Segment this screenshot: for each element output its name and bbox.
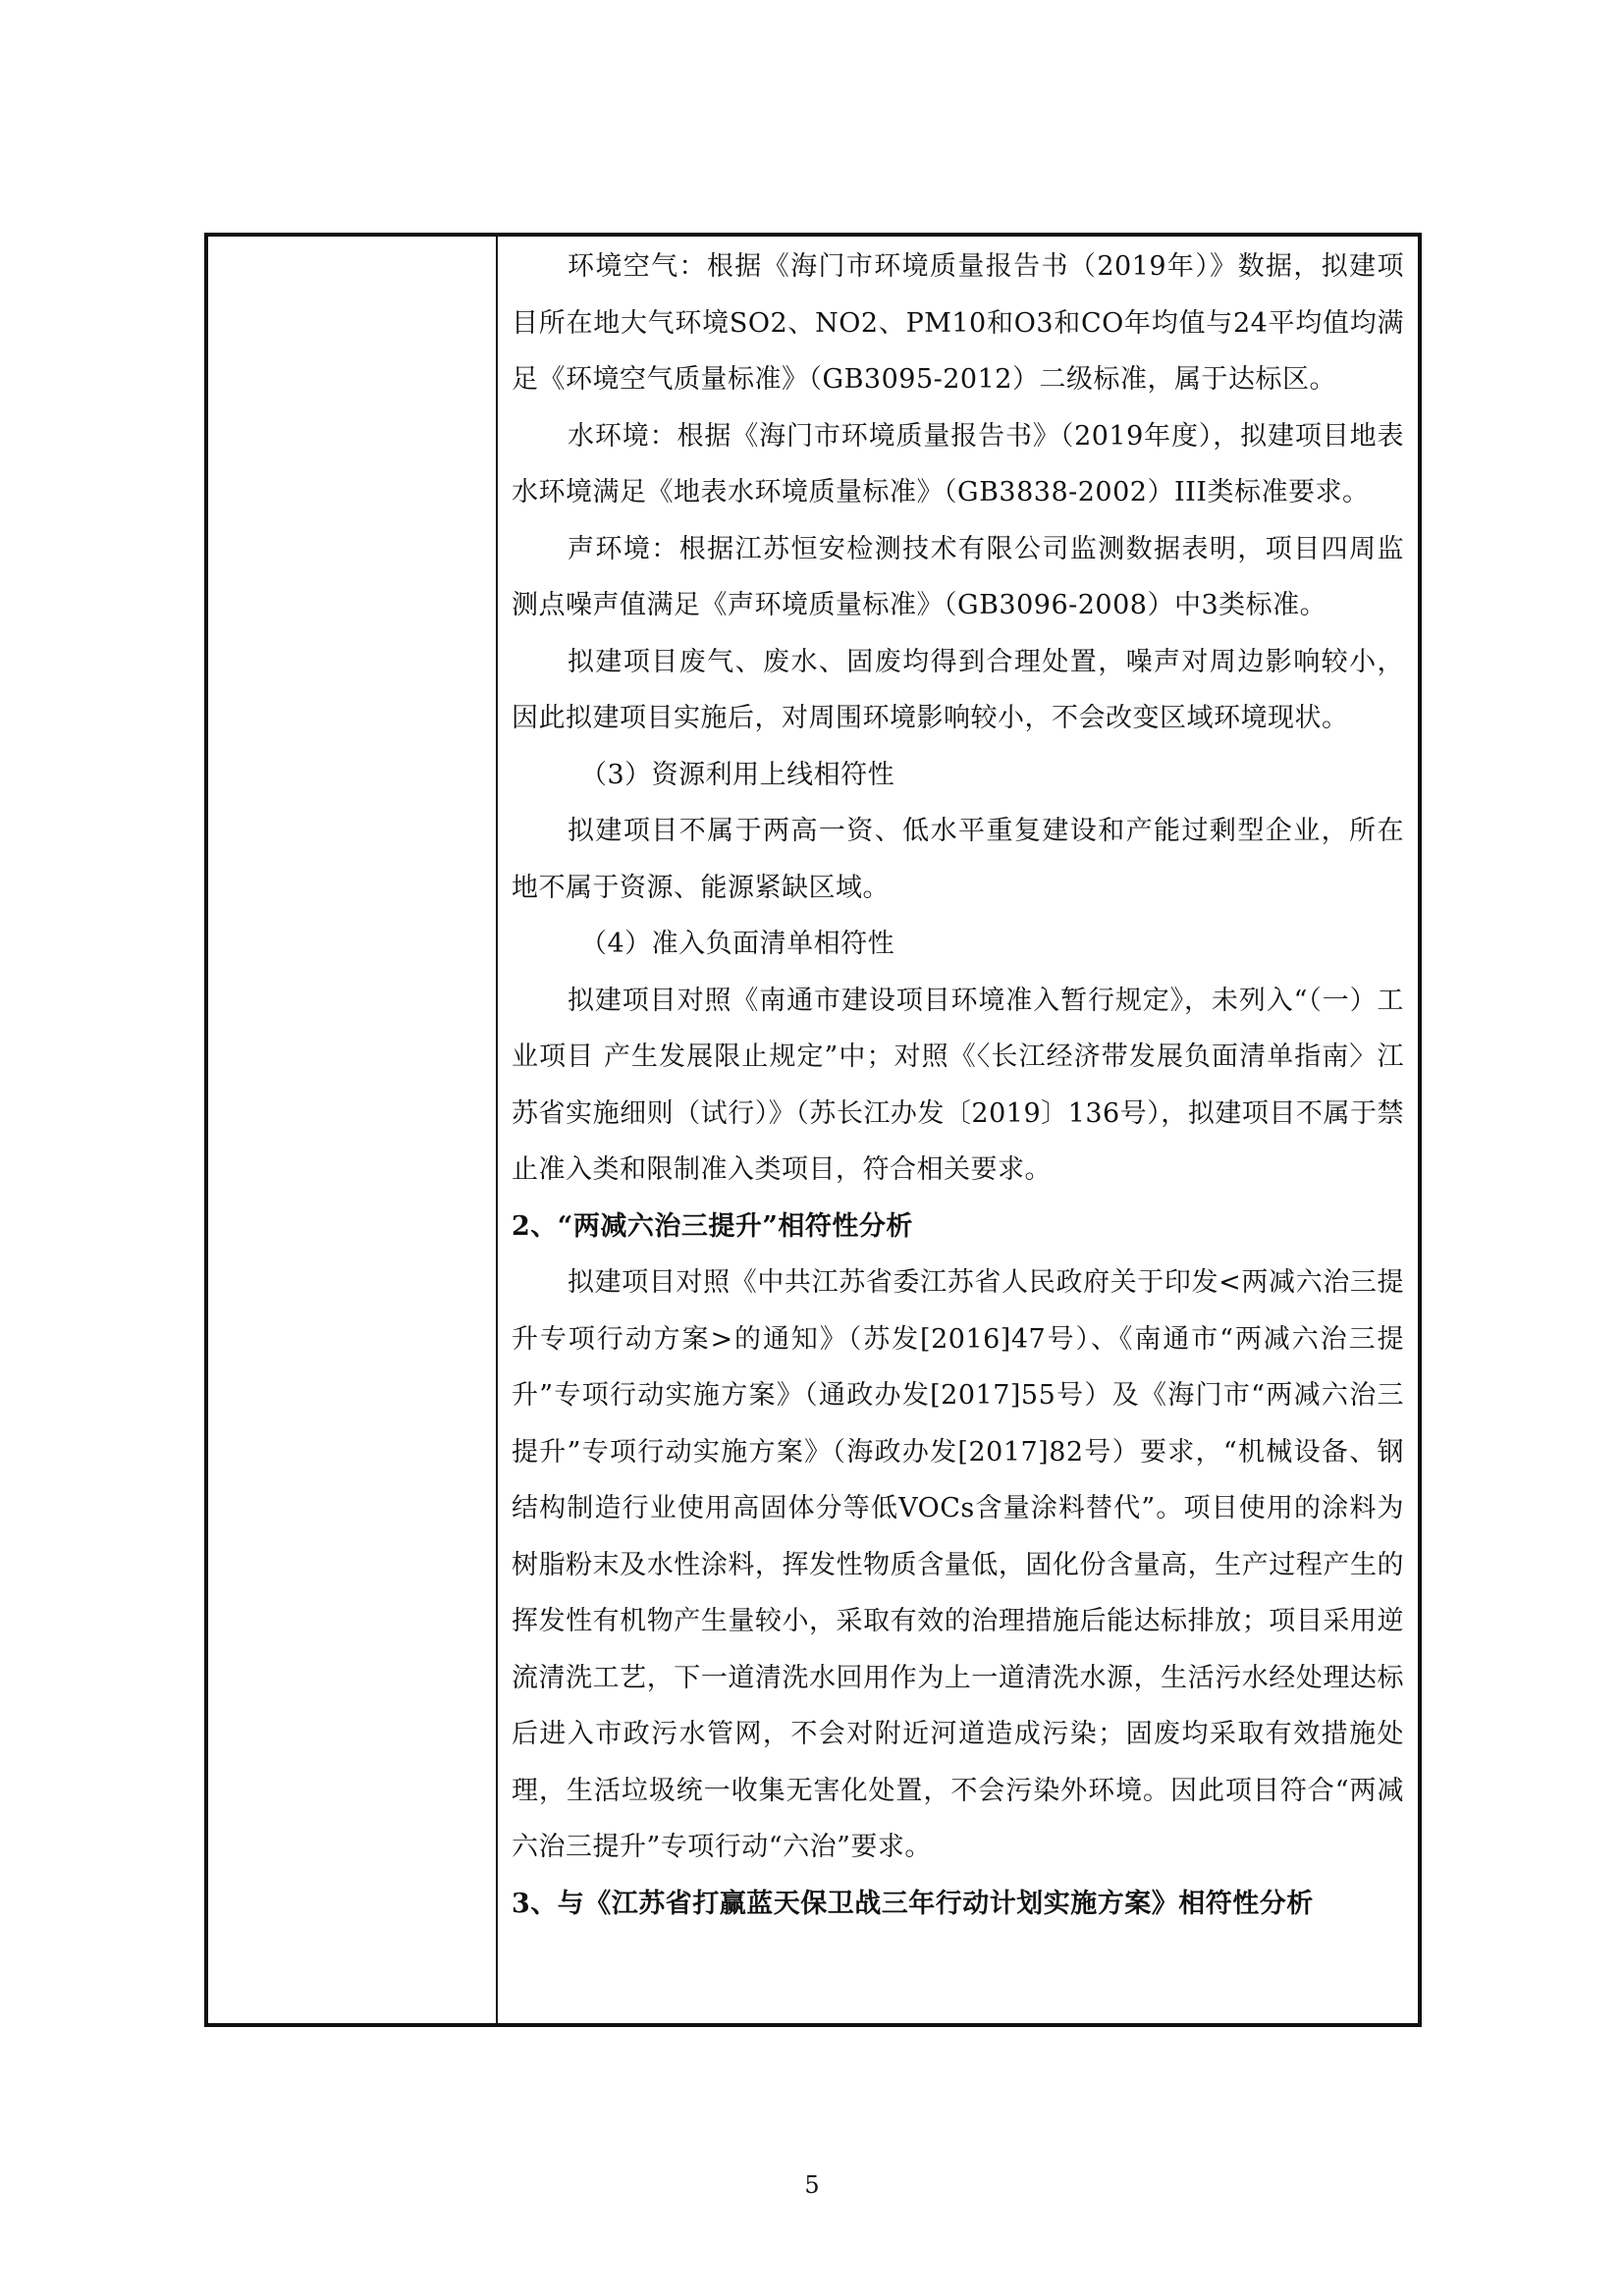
section-heading-blue-sky: 3、与《江苏省打赢蓝天保卫战三年行动计划实施方案》相符性分析 — [512, 1888, 1314, 1919]
content-table — [204, 233, 1422, 2027]
subheading-resource-utilization: （3）资源利用上线相符性 — [580, 759, 895, 790]
paragraph-resource-utilization: 拟建项目不属于两高一资、低水平重复建设和产能过剩型企业，所在地不属于资源、能源紧缺区域。 — [512, 816, 1404, 903]
paragraph-two-reductions: 拟建项目对照《中共江苏省委江苏省人民政府关于印发<两减六治三提升专项行动方案>的通知》（苏发[2016]47号）、《南通市“两减六治三提升”专项行动实施方案》（通政办发[2017]55号）及《海门市“两减六治三提升”专项行动实施方案》（海政办发[2017]82号）要求，“机械设备、钢结构制造行业使用高固体分等低VOCs含量涂料替代”。项目使用的涂料为树脂粉末及水性涂料，挥发性物质含量低，固化份含量高，生产过程产生的挥发性有机物产生量较小，采取有效的治理措施后能达标排放；项目采用逆流清洗工艺，下一道清洗水回用作为上一道清洗水源，生活污水经处理达标后进入市政污水管网，不会对附近河道造成污染；固废均采取有效措施处理，生活垃圾统一收集无害化处置，不会污染外环境。因此项目符合“两减六治三提升”专项行动“六治”要求。 — [512, 1267, 1404, 1862]
paragraph-ambient-air: 环境空气：根据《海门市环境质量报告书（2019年）》数据，拟建项目所在地大气环境SO2、NO2、PM10和O3和CO年均值与24平均值均满足《环境空气质量标准》（GB3095-2012）二级标准，属于达标区。 — [512, 251, 1404, 395]
subheading-negative-list: （4）准入负面清单相符性 — [580, 929, 895, 959]
section-heading-two-reductions: 2、“两减六治三提升”相符性分析 — [512, 1210, 913, 1242]
paragraph-acoustic-environment: 声环境：根据江苏恒安检测技术有限公司监测数据表明，项目四周监测点噪声值满足《声环境质量标准》（GB3096-2008）中3类标准。 — [512, 533, 1404, 620]
paragraph-environmental-impact: 拟建项目废气、废水、固废均得到合理处置，噪声对周边影响较小，因此拟建项目实施后，对周围环境影响较小，不会改变区域环境现状。 — [512, 646, 1404, 733]
table-left-column — [208, 237, 498, 2023]
paragraph-water-environment: 水环境：根据《海门市环境质量报告书》（2019年度），拟建项目地表水环境满足《地表水环境质量标准》（GB3838-2002）III类标准要求。 — [512, 420, 1404, 507]
paragraph-negative-list: 拟建项目对照《南通市建设项目环境准入暂行规定》，未列入“（一）工业项目 产生发展限止规定”中；对照《〈长江经济带发展负面清单指南〉江苏省实施细则（试行）》（苏长江办发〔2019〕136号），拟建项目不属于禁止准入类和限制准入类项目，符合相关要求。 — [512, 985, 1404, 1185]
page-number: 5 — [804, 2171, 820, 2199]
table-right-column — [498, 237, 1418, 2023]
